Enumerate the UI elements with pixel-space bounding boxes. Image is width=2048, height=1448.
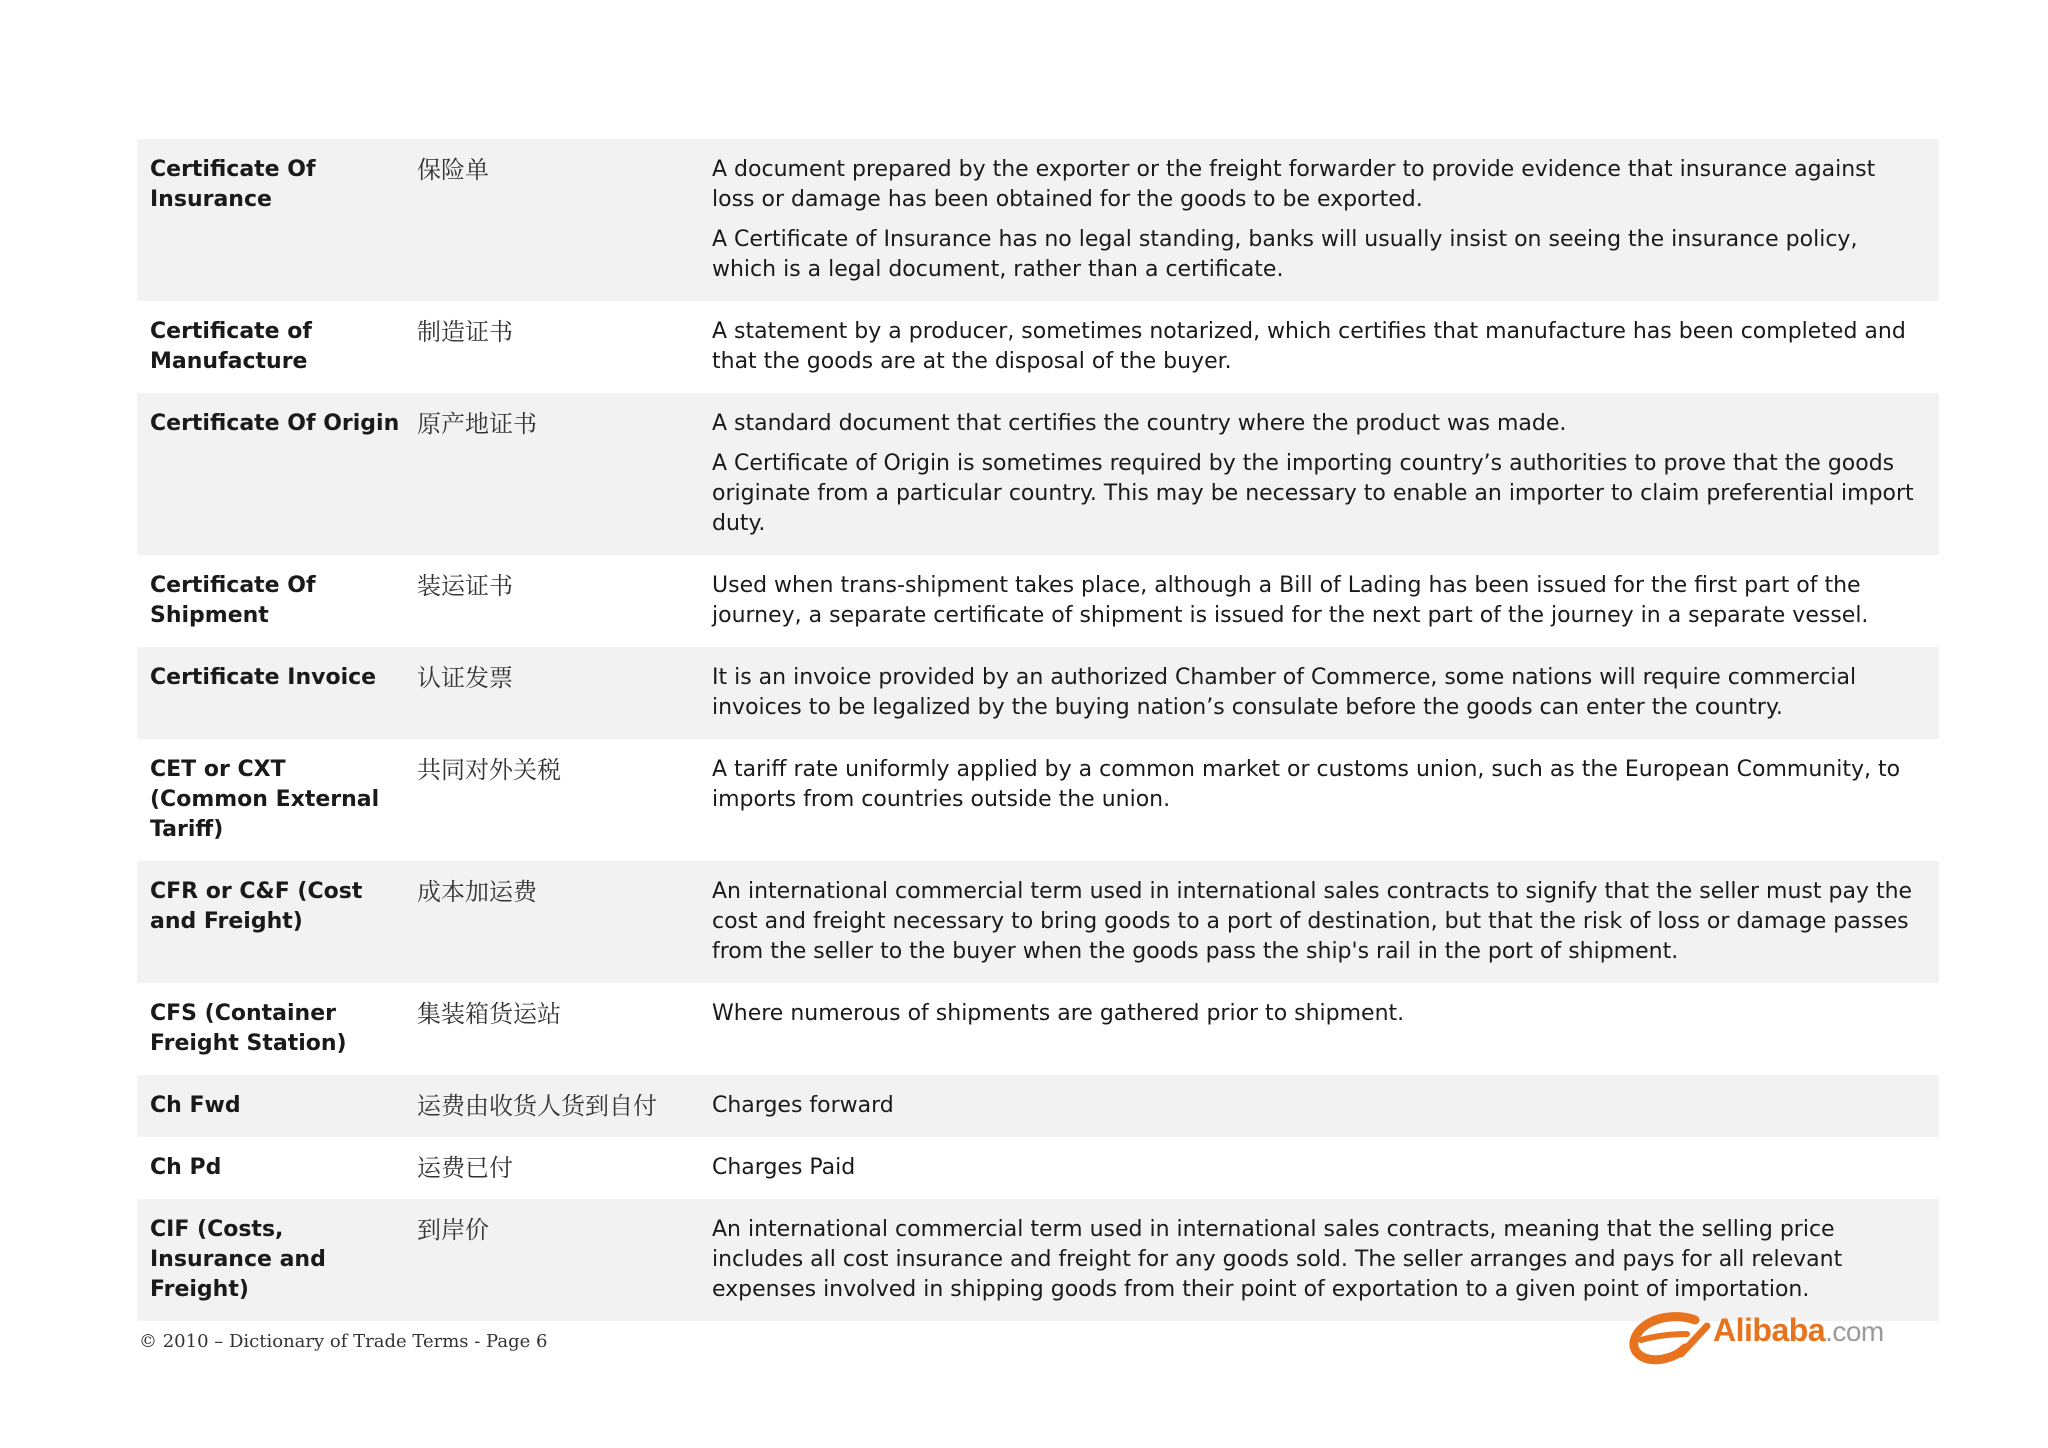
glossary-row bbox=[137, 1199, 1939, 1321]
glossary-row bbox=[137, 647, 1939, 739]
definition-paragraph: A tariff rate uniformly applied by a common market or customs union, such as the European Community, to imports from countries outside the union. bbox=[712, 757, 1901, 812]
logo-name: Alibaba bbox=[1713, 1312, 1826, 1348]
chinese-term: 制造证书 bbox=[417, 318, 513, 346]
alibaba-e-icon bbox=[1625, 1310, 1715, 1370]
definition-paragraph: It is an invoice provided by an authorized Chamber of Commerce, some nations will require commercial invoices to be legalized by the buying nation’s consulate before the goods can enter the country. bbox=[712, 665, 1857, 720]
definition bbox=[712, 663, 1939, 723]
definition-paragraph: Charges forward bbox=[712, 1093, 894, 1118]
chinese-term: 运费已付 bbox=[417, 1154, 513, 1182]
term: Certificate Invoice bbox=[150, 665, 377, 690]
glossary-row bbox=[137, 1075, 1939, 1137]
glossary-row bbox=[137, 555, 1939, 647]
chinese-term: 保险单 bbox=[417, 156, 489, 184]
definition bbox=[712, 317, 1939, 377]
logo-suffix: .com bbox=[1825, 1316, 1884, 1347]
chinese-term: 共同对外关税 bbox=[417, 756, 561, 784]
term: Certificate Of Shipment bbox=[150, 573, 316, 628]
definition-paragraph: A standard document that certifies the country where the product was made. bbox=[712, 411, 1567, 436]
definition bbox=[712, 155, 1939, 285]
definition-paragraph: An international commercial term used in international sales contracts, meaning that the selling price includes all cost insurance and freight for any goods sold. The seller arranges and pays for all relevant expenses involved in shipping goods from their point of exportation to a given point of importation. bbox=[712, 1217, 1843, 1302]
glossary-row bbox=[137, 301, 1939, 393]
term: Ch Fwd bbox=[150, 1093, 241, 1118]
glossary-row bbox=[137, 393, 1939, 555]
term: Certificate Of Origin bbox=[150, 411, 400, 436]
definition-paragraph: A statement by a producer, sometimes notarized, which certifies that manufacture has been completed and that the goods are at the disposal of the buyer. bbox=[712, 319, 1906, 374]
definition-paragraph: An international commercial term used in international sales contracts to signify that the seller must pay the cost and freight necessary to bring goods to a port of destination, but that the risk of loss or damage passes from the seller to the buyer when the goods pass the ship's rail in the port of shipment. bbox=[712, 879, 1913, 964]
term: CET or CXT (Common External Tariff) bbox=[150, 757, 380, 842]
chinese-term: 认证发票 bbox=[417, 664, 513, 692]
chinese-term: 成本加运费 bbox=[417, 878, 537, 906]
glossary-table bbox=[137, 139, 1939, 1321]
definition-paragraph: Used when trans-shipment takes place, although a Bill of Lading has been issued for the first part of the journey, a separate certificate of shipment is issued for the next part of the journey in a separate vessel. bbox=[712, 573, 1869, 628]
term: Ch Pd bbox=[150, 1155, 222, 1180]
term: CFS (Container Freight Station) bbox=[150, 1001, 347, 1056]
page-footer: © 2010 – Dictionary of Trade Terms - Page 6 bbox=[139, 1331, 548, 1352]
definition-paragraph: A Certificate of Insurance has no legal standing, banks will usually insist on seeing the insurance policy, which is a legal document, rather than a certificate. bbox=[712, 227, 1858, 282]
definition bbox=[712, 571, 1939, 631]
definition-paragraph: A document prepared by the exporter or the freight forwarder to provide evidence that insurance against loss or damage has been obtained for the goods to be exported. bbox=[712, 157, 1876, 212]
definition bbox=[712, 1153, 1939, 1183]
glossary-row bbox=[137, 1137, 1939, 1199]
alibaba-logo bbox=[1625, 1310, 1925, 1370]
chinese-term: 集装箱货运站 bbox=[417, 1000, 561, 1028]
definition-paragraph: Charges Paid bbox=[712, 1155, 856, 1180]
definition-paragraph: A Certificate of Origin is sometimes required by the importing country’s authorities to prove that the goods originate from a particular country. This may be necessary to enable an importer to claim preferential import duty. bbox=[712, 451, 1914, 536]
definition bbox=[712, 877, 1939, 967]
term: CIF (Costs, Insurance and Freight) bbox=[150, 1217, 326, 1302]
term: Certificate of Manufacture bbox=[150, 319, 312, 374]
glossary-row bbox=[137, 861, 1939, 983]
term: Certificate Of Insurance bbox=[150, 157, 316, 212]
glossary-row bbox=[137, 739, 1939, 861]
chinese-term: 装运证书 bbox=[417, 572, 513, 600]
definition-paragraph: Where numerous of shipments are gathered prior to shipment. bbox=[712, 1001, 1405, 1026]
definition bbox=[712, 1091, 1939, 1121]
glossary-row bbox=[137, 139, 1939, 301]
term: CFR or C&F (Cost and Freight) bbox=[150, 879, 363, 934]
chinese-term: 到岸价 bbox=[417, 1216, 489, 1244]
glossary-row bbox=[137, 983, 1939, 1075]
definition bbox=[712, 999, 1939, 1029]
definition bbox=[712, 755, 1939, 815]
alibaba-wordmark bbox=[1713, 1312, 1884, 1349]
chinese-term: 运费由收货人货到自付 bbox=[417, 1092, 657, 1120]
definition bbox=[712, 1215, 1939, 1305]
definition bbox=[712, 409, 1939, 539]
chinese-term: 原产地证书 bbox=[417, 410, 537, 438]
